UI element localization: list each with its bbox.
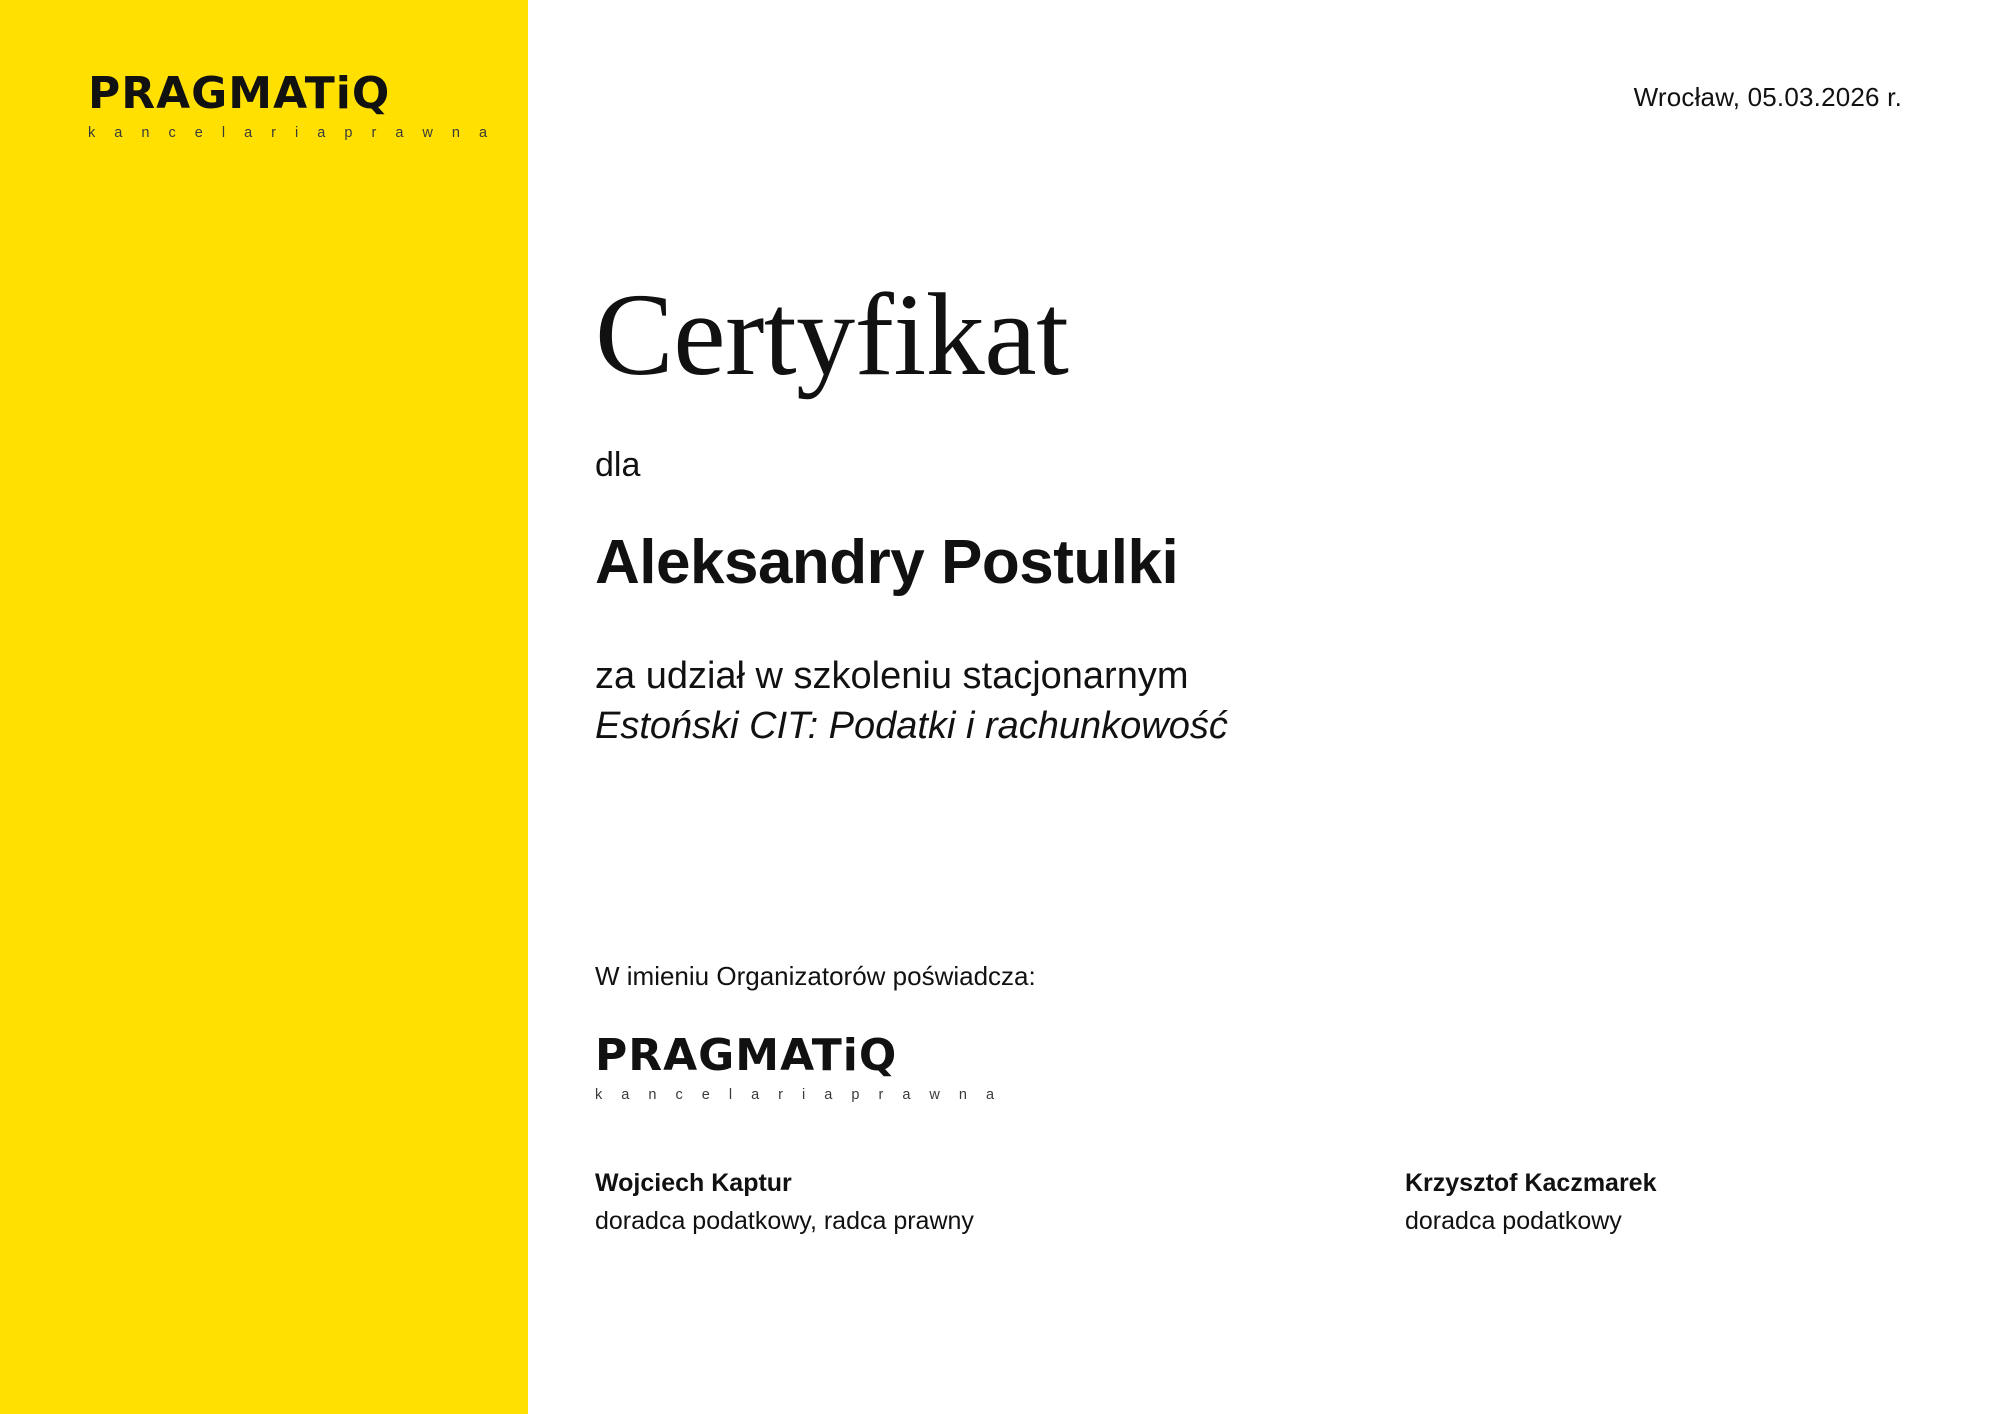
signer-block [595,1169,974,1236]
signer-name: Wojciech Kaptur [595,1169,792,1198]
training-title: Estoński CIT: Podatki i rachunkowość [595,705,1228,748]
signer-role: doradca podatkowy, radca prawny [595,1207,974,1236]
company-logo [88,68,495,141]
page-title: Certyfikat [595,269,1069,400]
certificate-content [595,0,1915,1279]
left-accent-band [0,0,528,1414]
signers-row [595,1169,1855,1279]
document-date: Wrocław, 05.03.2026 r. [1633,82,1902,112]
recipient-name: Aleksandry Postulki [595,528,1179,597]
for-label: dla [595,446,641,484]
company-logo-wordmark: PRAGMATiQ [88,68,391,119]
signature-logo-tagline: k a n c e l a r i a p r a w n a [595,1087,1002,1104]
signoff-intro: W imieniu Organizatorów poświadcza: [595,961,1036,992]
signature-logo-wordmark: PRAGMATiQ [595,1030,898,1082]
participation-reason: za udział w szkoleniu stacjonarnym [595,655,1189,697]
signer-name: Krzysztof Kaczmarek [1405,1169,1657,1198]
signer-block [1405,1169,1657,1236]
signer-role: doradca podatkowy [1405,1207,1622,1236]
signature-company-logo [595,1030,1002,1104]
company-logo-tagline: k a n c e l a r i a p r a w n a [88,125,495,141]
